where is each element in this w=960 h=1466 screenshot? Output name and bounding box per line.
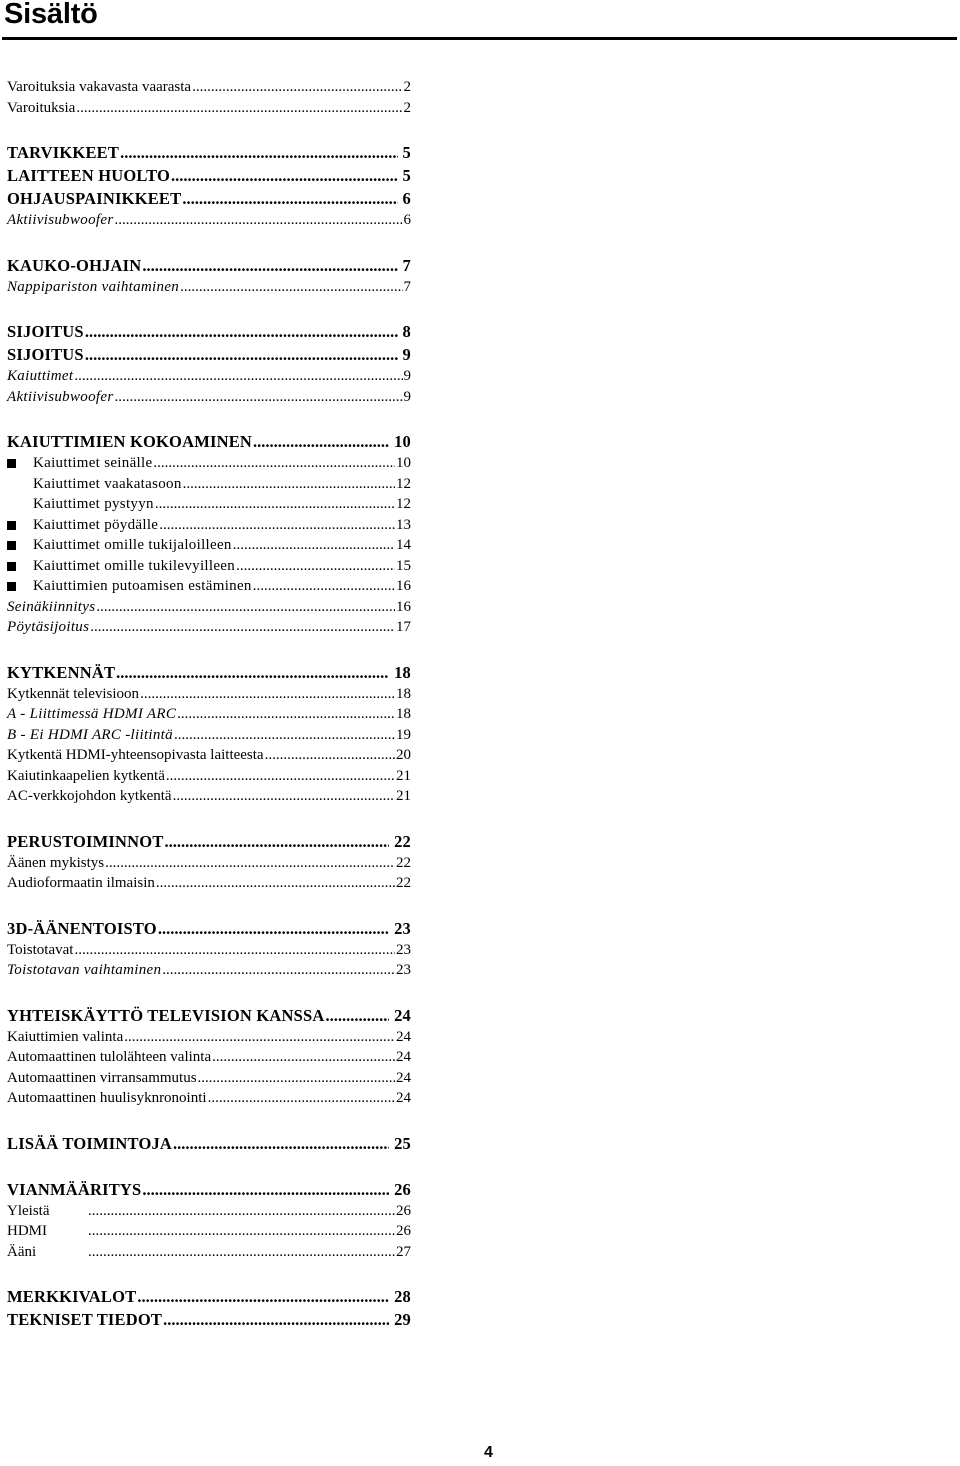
- toc-entry[interactable]: [7, 1242, 411, 1263]
- page-title: Sisältö: [4, 0, 98, 30]
- toc-heading[interactable]: [7, 830, 411, 853]
- toc-page-number: 27: [396, 1243, 411, 1260]
- toc-entry-title: KAIUTTIMIEN KOKOAMINEN: [7, 432, 253, 451]
- toc-entry[interactable]: [7, 576, 411, 597]
- title-rule: [2, 37, 957, 40]
- toc-entry-title: YHTEISKÄYTTÖ TELEVISION KANSSA: [7, 1005, 325, 1025]
- toc-leader: [156, 873, 395, 894]
- toc-entry[interactable]: [7, 535, 411, 556]
- toc-entry-title: Nappipariston vaihtaminen: [7, 278, 180, 295]
- toc-entry-title: A - Liittimessä HDMI ARC: [7, 706, 177, 722]
- toc-entry-title: Kaiuttimien valinta: [7, 1028, 124, 1045]
- toc-leader: [192, 77, 402, 98]
- toc-entry-title: OHJAUSPAINIKKEET: [7, 189, 182, 208]
- toc-entry-title: TARVIKKEET: [7, 143, 120, 162]
- toc-leader: [85, 320, 398, 343]
- toc-entry[interactable]: [7, 515, 411, 536]
- toc-page-number: 19: [396, 726, 411, 743]
- toc-page-number: 2: [403, 79, 411, 95]
- toc-heading[interactable]: [7, 1308, 411, 1331]
- toc-leader: [85, 343, 398, 366]
- toc-leader: [236, 556, 395, 577]
- toc-entry[interactable]: [7, 1047, 411, 1068]
- toc-entry-title: Yleistä: [7, 1202, 50, 1219]
- toc-heading[interactable]: [7, 1004, 411, 1027]
- toc-entry[interactable]: [7, 960, 411, 981]
- toc-page-number: 6: [402, 189, 411, 208]
- toc-page-number: 5: [402, 166, 411, 185]
- toc-entry[interactable]: [7, 556, 411, 577]
- toc-entry-title: Kytkentä HDMI-yhteensopivasta laitteesta: [7, 747, 264, 763]
- toc-leader: [90, 617, 395, 638]
- toc-entry-title: Kaiuttimet seinälle: [33, 455, 153, 471]
- toc-entry[interactable]: [7, 725, 411, 746]
- toc-leader: [105, 853, 395, 874]
- toc-entry[interactable]: [7, 853, 411, 874]
- toc-leader: [142, 254, 397, 277]
- toc-entry[interactable]: [7, 77, 411, 98]
- toc-leader: [173, 1132, 389, 1155]
- toc-leader: [166, 766, 395, 787]
- toc-leader: [173, 786, 395, 807]
- toc-leader: [159, 515, 395, 536]
- toc-page-number: 18: [396, 685, 411, 702]
- toc-entry-title: Automaattinen tulolähteen valinta: [7, 1049, 212, 1065]
- toc-entry-title: Kaiuttimien putoamisen estäminen: [33, 578, 252, 594]
- toc-entry-title: HDMI: [7, 1223, 47, 1239]
- toc-page-number: 22: [396, 875, 411, 891]
- toc-heading[interactable]: [7, 917, 411, 940]
- toc-entry[interactable]: [7, 684, 411, 705]
- toc-entry-title: VIANMÄÄRITYS: [7, 1179, 142, 1199]
- toc-entry-title: LISÄÄ TOIMINTOJA: [7, 1133, 173, 1153]
- toc-entry-title: Varoituksia vakavasta vaarasta: [7, 79, 192, 95]
- toc-page-number: 23: [394, 918, 411, 938]
- toc-page-number: 24: [394, 1005, 411, 1025]
- toc-leader: [124, 1027, 395, 1048]
- toc-entry-title: SIJOITUS: [7, 322, 84, 341]
- toc-leader: [96, 597, 395, 618]
- toc-leader: [88, 1221, 395, 1242]
- toc-page-number: 9: [403, 388, 411, 405]
- toc-entry[interactable]: [7, 940, 411, 961]
- toc-page-number: 16: [396, 598, 411, 615]
- toc-entry[interactable]: [7, 766, 411, 787]
- toc-entry-title: Kaiuttimet omille tukilevyilleen: [33, 557, 236, 574]
- toc-leader: [158, 917, 389, 940]
- toc-entry-title: PERUSTOIMINNOT: [7, 831, 164, 851]
- toc-page-number: 18: [394, 662, 411, 682]
- toc-entry-title: Seinäkiinnitys: [7, 598, 96, 615]
- toc-entry-title: B - Ei HDMI ARC -liitintä: [7, 726, 173, 743]
- toc-page-number: 22: [396, 854, 411, 871]
- toc-leader: [180, 277, 402, 298]
- toc-page-number: 26: [396, 1223, 411, 1239]
- toc-page-number: 16: [396, 578, 411, 594]
- toc-heading[interactable]: [7, 1132, 411, 1155]
- toc-page-number: 12: [396, 496, 411, 512]
- toc-page-number: 6: [403, 212, 411, 228]
- toc-entry[interactable]: [7, 704, 411, 725]
- toc-page-number: 5: [402, 143, 411, 162]
- toc-entry-title: LAITTEEN HUOLTO: [7, 166, 171, 185]
- table-of-contents: [7, 77, 411, 1331]
- toc-leader: [74, 940, 395, 961]
- toc-page-number: 24: [396, 1049, 411, 1065]
- toc-entry[interactable]: [7, 387, 411, 408]
- toc-entry[interactable]: [7, 597, 411, 618]
- toc-leader: [153, 453, 395, 474]
- toc-page-number: 17: [396, 619, 411, 635]
- toc-leader: [174, 725, 395, 746]
- toc-leader: [140, 684, 395, 705]
- toc-entry[interactable]: [7, 1088, 411, 1109]
- toc-entry-title: Kaiutinkaapelien kytkentä: [7, 767, 165, 784]
- toc-entry-title: Aktiivisubwoofer: [7, 388, 114, 405]
- toc-entry-title: Kaiuttimet: [7, 368, 74, 384]
- toc-page-number: 12: [396, 475, 411, 492]
- toc-entry-title: Automaattinen huulisyknronointi: [7, 1090, 207, 1106]
- toc-leader: [265, 745, 395, 766]
- toc-leader: [212, 1047, 395, 1068]
- toc-page-number: 25: [394, 1133, 411, 1153]
- toc-entry[interactable]: [7, 98, 411, 119]
- toc-page-number: 18: [396, 706, 411, 722]
- toc-leader: [114, 210, 402, 231]
- toc-entry[interactable]: [7, 210, 411, 231]
- toc-entry-title: Kaiuttimet omille tukijaloilleen: [33, 537, 232, 553]
- toc-page-number: 15: [396, 557, 411, 574]
- toc-page-number: 29: [394, 1310, 411, 1329]
- toc-page-number: 9: [402, 345, 411, 364]
- toc-entry-title: Varoituksia: [7, 99, 76, 116]
- toc-entry-title: Kaiuttimet vaakatasoon: [33, 475, 182, 492]
- toc-leader: [163, 1308, 389, 1331]
- toc-entry[interactable]: [7, 453, 411, 474]
- toc-leader: [114, 387, 402, 408]
- toc-leader: [253, 576, 395, 597]
- toc-page-number: 23: [396, 962, 411, 978]
- toc-entry[interactable]: [7, 1221, 411, 1242]
- toc-heading[interactable]: [7, 1285, 411, 1308]
- toc-page-number: 14: [396, 537, 411, 553]
- toc-page-number: 24: [396, 1090, 411, 1106]
- toc-leader: [253, 430, 389, 453]
- toc-entry-title: Aktiivisubwoofer: [7, 212, 114, 228]
- toc-heading[interactable]: [7, 187, 411, 210]
- toc-page-number: 2: [403, 99, 411, 116]
- toc-heading[interactable]: [7, 320, 411, 343]
- toc-leader: [198, 1068, 395, 1089]
- toc-page-number: 26: [394, 1179, 411, 1199]
- toc-entry-title: 3D-ÄÄNENTOISTO: [7, 918, 157, 938]
- toc-leader: [88, 1201, 395, 1222]
- toc-leader: [183, 474, 395, 495]
- toc-page-number: 7: [402, 255, 411, 275]
- toc-heading[interactable]: [7, 430, 411, 453]
- toc-entry-title: Audioformaatin ilmaisin: [7, 875, 155, 891]
- toc-entry-title: Toistotavat: [7, 941, 74, 958]
- toc-entry[interactable]: [7, 786, 411, 807]
- toc-entry-title: AC-verkkojohdon kytkentä: [7, 788, 172, 804]
- toc-heading[interactable]: [7, 661, 411, 684]
- toc-page-number: 26: [396, 1202, 411, 1219]
- toc-leader: [76, 98, 402, 119]
- toc-page-number: 24: [396, 1028, 411, 1045]
- toc-entry-title: Pöytäsijoitus: [7, 619, 90, 635]
- toc-page-number: 22: [394, 831, 411, 851]
- toc-page-number: 23: [396, 941, 411, 958]
- toc-leader: [325, 1004, 389, 1027]
- toc-entry-title: Ääni: [7, 1243, 37, 1260]
- toc-leader: [177, 704, 395, 725]
- toc-heading[interactable]: [7, 1178, 411, 1201]
- toc-leader: [74, 366, 402, 387]
- toc-entry-title: Automaattinen virransammutus: [7, 1069, 197, 1086]
- toc-page-number: 13: [396, 516, 411, 533]
- toc-entry[interactable]: [7, 1027, 411, 1048]
- toc-entry[interactable]: [7, 494, 411, 515]
- toc-leader: [182, 187, 397, 210]
- toc-entry[interactable]: [7, 1201, 411, 1222]
- toc-entry[interactable]: [7, 1068, 411, 1089]
- toc-entry-title: Äänen mykistys: [7, 854, 105, 871]
- toc-page-number: 21: [396, 788, 411, 804]
- toc-leader: [155, 494, 395, 515]
- toc-page-number: 9: [403, 368, 411, 384]
- toc-page-number: 7: [403, 278, 411, 295]
- toc-entry[interactable]: [7, 474, 411, 495]
- toc-page-number: 20: [396, 747, 411, 763]
- toc-entry-title: TEKNISET TIEDOT: [7, 1310, 163, 1329]
- toc-leader: [165, 830, 390, 853]
- toc-page-number: 10: [394, 432, 411, 451]
- toc-heading[interactable]: [7, 141, 411, 164]
- toc-entry-title: KYTKENNÄT: [7, 662, 116, 682]
- toc-leader: [208, 1088, 395, 1109]
- toc-heading[interactable]: [7, 164, 411, 187]
- toc-page-number: 8: [402, 322, 411, 341]
- toc-leader: [116, 661, 389, 684]
- toc-entry-title: Toistotavan vaihtaminen: [7, 962, 162, 978]
- toc-entry-title: SIJOITUS: [7, 345, 84, 364]
- toc-entry[interactable]: [7, 277, 411, 298]
- toc-entry[interactable]: [7, 366, 411, 387]
- toc-entry-title: KAUKO-OHJAIN: [7, 255, 142, 275]
- toc-leader: [120, 141, 397, 164]
- toc-leader: [233, 535, 395, 556]
- toc-leader: [142, 1178, 389, 1201]
- toc-page-number: 28: [394, 1287, 411, 1306]
- toc-entry-title: Kaiuttimet pystyyn: [33, 496, 154, 512]
- toc-entry-title: Kytkennät televisioon: [7, 685, 140, 702]
- toc-page-number: 10: [396, 455, 411, 471]
- toc-page-number: 24: [396, 1069, 411, 1086]
- toc-leader: [171, 164, 398, 187]
- toc-entry-title: MERKKIVALOT: [7, 1287, 137, 1306]
- toc-page-number: 21: [396, 767, 411, 784]
- toc-entry-title: Kaiuttimet pöydälle: [33, 516, 159, 533]
- toc-heading[interactable]: [7, 343, 411, 366]
- toc-leader: [88, 1242, 395, 1263]
- toc-entry[interactable]: [7, 745, 411, 766]
- toc-leader: [137, 1285, 389, 1308]
- toc-entry[interactable]: [7, 873, 411, 894]
- toc-leader: [162, 960, 395, 981]
- toc-heading[interactable]: [7, 254, 411, 277]
- toc-entry[interactable]: [7, 617, 411, 638]
- page-number: 4: [484, 1444, 493, 1461]
